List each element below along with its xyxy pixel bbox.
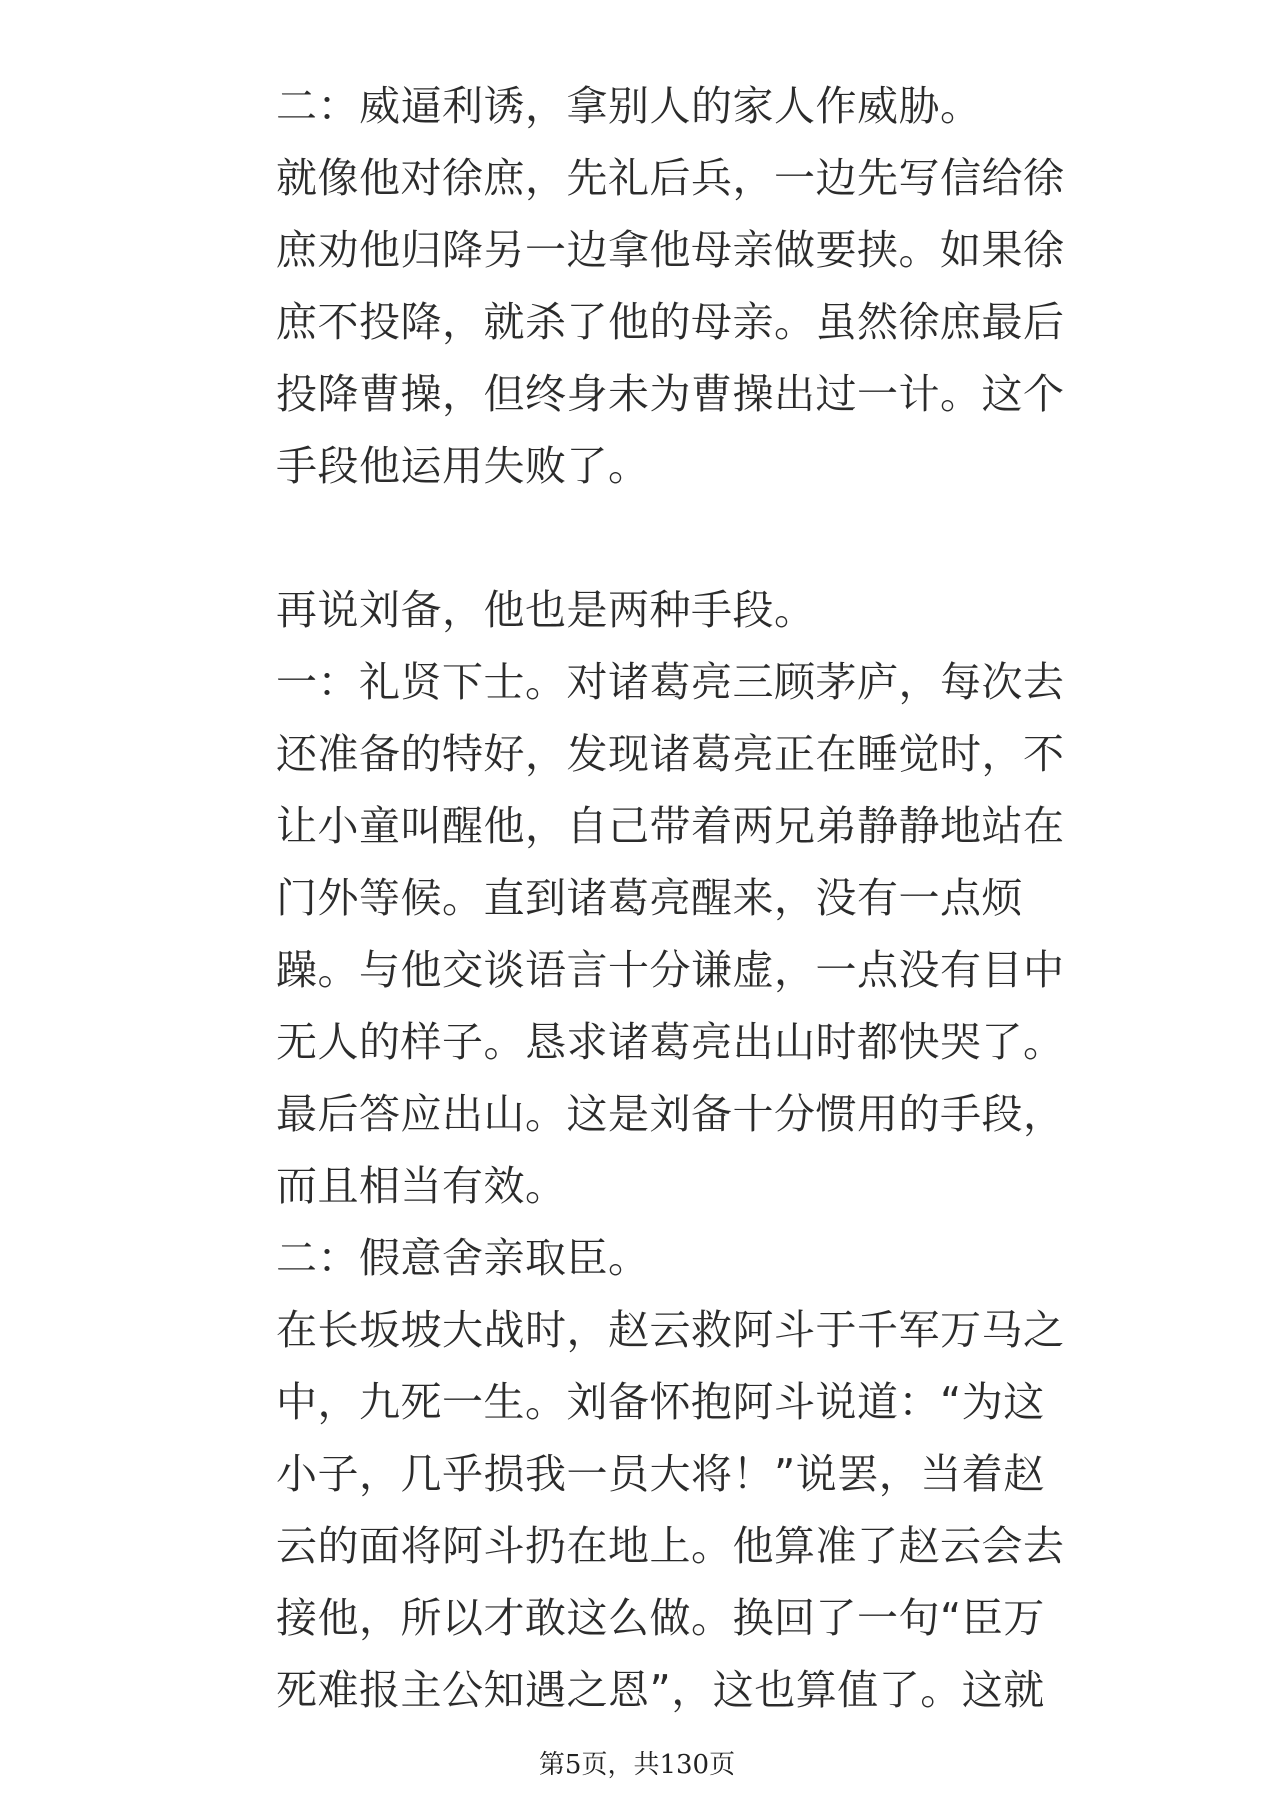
text-line: 死难报主公知遇之恩”，这也算值了。这就 (276, 1666, 1045, 1714)
document-body (276, 70, 1116, 1726)
text-line: 庶不投降，就杀了他的母亲。虽然徐庶最后 (276, 298, 1065, 346)
text-line: 还准备的特好，发现诸葛亮正在睡觉时，不 (276, 730, 1065, 778)
text-line: 二：威逼利诱，拿别人的家人作威胁。 (276, 82, 982, 130)
text-line: 躁。与他交谈语言十分谦虚，一点没有目中 (276, 946, 1065, 994)
page-number-footer: 第5页，共130页 (538, 1750, 736, 1780)
text-line: 无人的样子。恳求诸葛亮出山时都快哭了。 (276, 1018, 1065, 1066)
text-line: 庶劝他归降另一边拿他母亲做要挟。如果徐 (276, 226, 1065, 274)
text-line: 而且相当有效。 (276, 1162, 567, 1210)
text-line: 手段他运用失败了。 (276, 442, 650, 490)
text-line: 接他，所以才敢这么做。换回了一句“臣万 (276, 1594, 1045, 1642)
text-line: 让小童叫醒他，自己带着两兄弟静静地站在 (276, 802, 1065, 850)
text-line: 再说刘备，他也是两种手段。 (276, 586, 816, 634)
text-line: 在长坂坡大战时，赵云救阿斗于千军万马之 (276, 1306, 1065, 1354)
text-line: 云的面将阿斗扔在地上。他算准了赵云会去 (276, 1522, 1065, 1570)
text-line: 二：假意舍亲取臣。 (276, 1234, 650, 1282)
text-line: 一：礼贤下士。对诸葛亮三顾茅庐，每次去 (276, 658, 1065, 706)
text-line: 中，九死一生。刘备怀抱阿斗说道：“为这 (276, 1378, 1045, 1426)
text-line: 就像他对徐庶，先礼后兵，一边先写信给徐 (276, 154, 1065, 202)
text-line: 门外等候。直到诸葛亮醒来，没有一点烦 (276, 874, 1023, 922)
text-line: 小子，几乎损我一员大将！”说罢，当着赵 (276, 1450, 1045, 1498)
text-line: 投降曹操，但终身未为曹操出过一计。这个 (276, 370, 1065, 418)
text-line: 最后答应出山。这是刘备十分惯用的手段， (276, 1090, 1065, 1138)
paragraph-gap (276, 502, 1116, 574)
